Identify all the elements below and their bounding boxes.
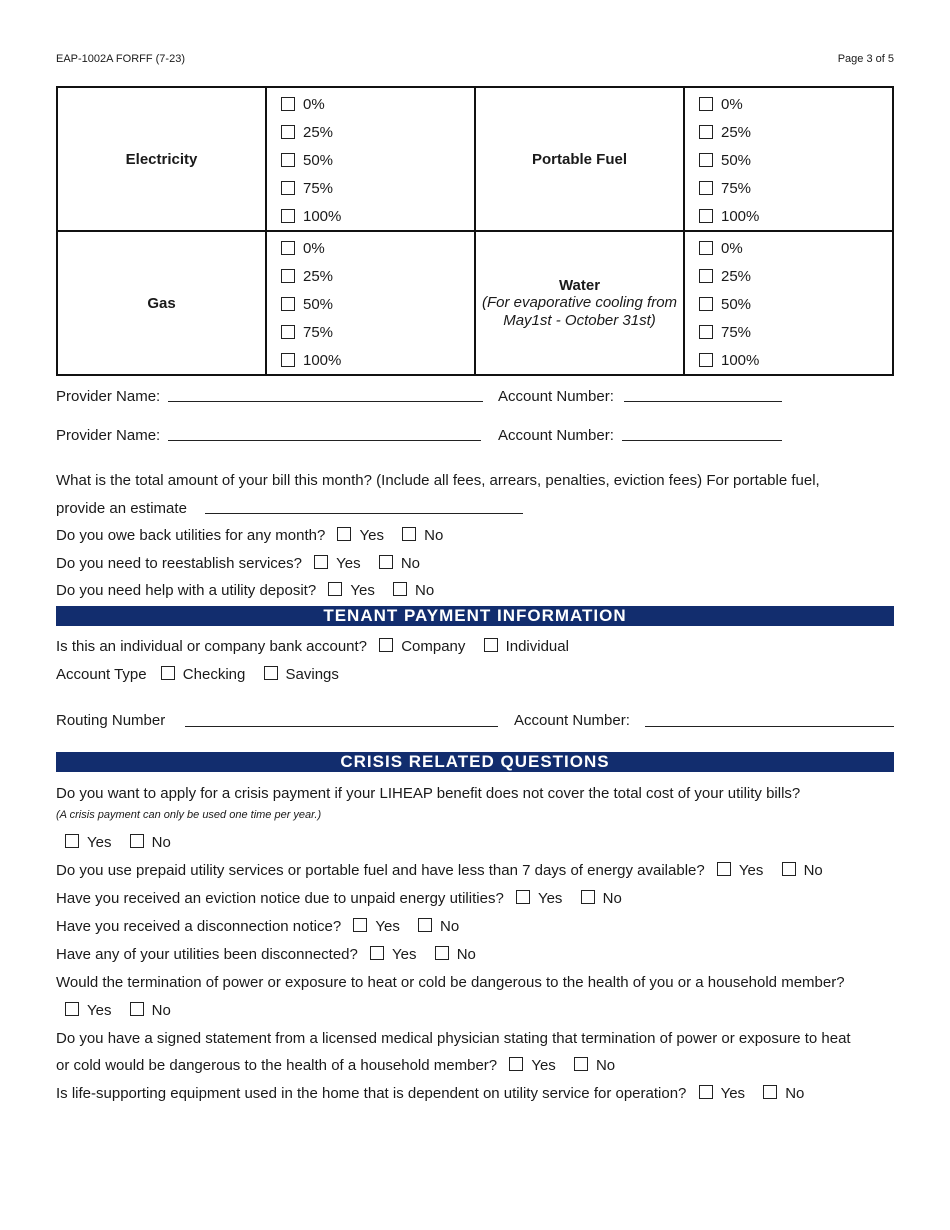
routing-number-field[interactable] (185, 726, 498, 727)
yes-label: Yes (359, 527, 384, 544)
company-label: Company (401, 638, 466, 655)
gas-25-checkbox[interactable] (281, 269, 295, 283)
provider-name-label-1: Provider Name: (56, 388, 161, 405)
option-label: 75% (303, 179, 334, 197)
account-number-label-1: Account Number: (498, 388, 614, 405)
crisis-q8 (56, 1085, 804, 1102)
fuel-0-checkbox[interactable] (699, 97, 713, 111)
reestablish-yes-checkbox[interactable] (314, 555, 328, 569)
no-label: No (602, 890, 622, 907)
yes-label: Yes (350, 582, 375, 599)
crisis-q3-yes-checkbox[interactable] (516, 890, 530, 904)
crisis-q4 (56, 918, 459, 935)
option-label: 50% (721, 151, 752, 169)
electricity-0-checkbox[interactable] (281, 97, 295, 111)
water-label: Water (558, 276, 601, 294)
account-number-field-1[interactable] (624, 401, 782, 402)
crisis-q3-text: Have you received an eviction notice due to unpaid energy utilities? (56, 890, 504, 907)
owe-back-no-checkbox[interactable] (402, 527, 416, 541)
portable-fuel-label: Portable Fuel (475, 87, 684, 231)
option-label: 50% (303, 295, 334, 313)
crisis-q4-yes-checkbox[interactable] (353, 918, 367, 932)
bank-account-question (56, 638, 569, 655)
individual-label: Individual (505, 638, 569, 655)
fuel-75-checkbox[interactable] (699, 181, 713, 195)
crisis-q4-text: Have you received a disconnection notice? (56, 918, 342, 935)
electricity-50-checkbox[interactable] (281, 153, 295, 167)
electricity-options (266, 87, 475, 231)
no-label: No (803, 862, 823, 879)
crisis-q7-line2: or cold would be dangerous to the health of a household member? (56, 1057, 498, 1074)
water-50-checkbox[interactable] (699, 297, 713, 311)
crisis-q4-no-checkbox[interactable] (418, 918, 432, 932)
water-0-checkbox[interactable] (699, 241, 713, 255)
option-label: 0% (303, 239, 325, 257)
no-label: No (400, 555, 420, 572)
checking-checkbox[interactable] (161, 666, 175, 680)
owe-back-text: Do you owe back utilities for any month? (56, 527, 326, 544)
electricity-75-checkbox[interactable] (281, 181, 295, 195)
crisis-q7-line1: Do you have a signed statement from a licensed medical physician stating that termination of power or exposure to heat (56, 1030, 851, 1047)
electricity-25-checkbox[interactable] (281, 125, 295, 139)
bank-account-number-label: Account Number: (514, 712, 630, 729)
bill-question-line2: provide an estimate (56, 500, 187, 517)
deposit-no-checkbox[interactable] (393, 582, 407, 596)
option-label: 25% (721, 267, 752, 285)
yes-label: Yes (336, 555, 361, 572)
crisis-q2-text: Do you use prepaid utility services or portable fuel and have less than 7 days of energy available? (56, 862, 705, 879)
crisis-q8-text: Is life-supporting equipment used in the home that is dependent on utility service for operation? (56, 1085, 687, 1102)
crisis-q5 (56, 946, 476, 963)
crisis-q3 (56, 890, 622, 907)
savings-label: Savings (285, 666, 339, 683)
bill-amount-field[interactable] (205, 513, 523, 514)
crisis-q5-yes-checkbox[interactable] (370, 946, 384, 960)
crisis-q8-no-checkbox[interactable] (763, 1085, 777, 1099)
option-label: 100% (721, 351, 760, 369)
water-note: (For evaporative cooling from May1st - October 31st) (481, 293, 678, 329)
crisis-q7-no-checkbox[interactable] (574, 1057, 588, 1071)
gas-options (266, 231, 475, 375)
savings-checkbox[interactable] (264, 666, 278, 680)
account-type-label: Account Type (56, 666, 147, 683)
electricity-100-checkbox[interactable] (281, 209, 295, 223)
crisis-banner: CRISIS RELATED QUESTIONS (56, 752, 894, 772)
crisis-q6-no-checkbox[interactable] (130, 1002, 144, 1016)
portable-fuel-options (684, 87, 893, 231)
provider-name-label-2: Provider Name: (56, 427, 161, 444)
fuel-25-checkbox[interactable] (699, 125, 713, 139)
no-label: No (151, 1002, 171, 1019)
checking-label: Checking (182, 666, 246, 683)
yes-label: Yes (87, 1002, 112, 1019)
form-id: EAP-1002A FORFF (7-23) (56, 53, 185, 65)
yes-label: Yes (738, 862, 764, 879)
water-25-checkbox[interactable] (699, 269, 713, 283)
reestablish-text: Do you need to reestablish services? (56, 555, 302, 572)
no-label: No (785, 1085, 805, 1102)
option-label: 25% (303, 123, 334, 141)
bank-account-text: Is this an individual or company bank account? (56, 638, 368, 655)
owe-back-yes-checkbox[interactable] (337, 527, 351, 541)
crisis-q1: Do you want to apply for a crisis payment if your LIHEAP benefit does not cover the total cost of your utility bills? (56, 785, 801, 802)
option-label: 25% (303, 267, 334, 285)
no-label: No (424, 527, 444, 544)
gas-75-checkbox[interactable] (281, 325, 295, 339)
crisis-q5-no-checkbox[interactable] (435, 946, 449, 960)
gas-0-checkbox[interactable] (281, 241, 295, 255)
option-label: 0% (303, 95, 325, 113)
page-number: Page 3 of 5 (837, 53, 894, 65)
option-label: 50% (303, 151, 334, 169)
utility-percentage-table (56, 86, 894, 376)
tenant-payment-banner: TENANT PAYMENT INFORMATION (56, 606, 894, 626)
crisis-q6: Would the termination of power or exposure to heat or cold be dangerous to the health of you or a household member? (56, 974, 845, 991)
yes-label: Yes (375, 918, 400, 935)
water-100-checkbox[interactable] (699, 353, 713, 367)
deposit-question (56, 582, 434, 599)
no-label: No (151, 834, 171, 851)
option-label: 75% (303, 323, 334, 341)
bill-question-line1: What is the total amount of your bill this month? (Include all fees, arrears, penalties, eviction fees) For portable fuel, (56, 472, 820, 489)
option-label: 100% (303, 351, 342, 369)
yes-label: Yes (537, 890, 563, 907)
deposit-yes-checkbox[interactable] (328, 582, 342, 596)
no-label: No (415, 582, 435, 599)
account-type-row (56, 666, 339, 683)
individual-checkbox[interactable] (484, 638, 498, 652)
reestablish-question (56, 555, 420, 572)
crisis-q1-yes-checkbox[interactable] (65, 834, 79, 848)
no-label: No (440, 918, 460, 935)
crisis-q2-no-checkbox[interactable] (782, 862, 796, 876)
provider-name-field-2[interactable] (168, 440, 481, 441)
option-label: 25% (721, 123, 752, 141)
gas-label: Gas (57, 231, 266, 375)
option-label: 0% (721, 239, 743, 257)
yes-label: Yes (392, 946, 417, 963)
routing-number-label: Routing Number (56, 712, 166, 729)
crisis-q1-no-checkbox[interactable] (130, 834, 144, 848)
bank-account-number-field[interactable] (645, 726, 894, 727)
water-75-checkbox[interactable] (699, 325, 713, 339)
no-label: No (595, 1057, 616, 1074)
fuel-100-checkbox[interactable] (699, 209, 713, 223)
crisis-q2 (56, 862, 823, 879)
water-cell (475, 231, 684, 375)
yes-label: Yes (531, 1057, 556, 1074)
crisis-q2-yes-checkbox[interactable] (717, 862, 731, 876)
yes-label: Yes (720, 1085, 746, 1102)
option-label: 75% (721, 323, 752, 341)
option-label: 50% (721, 295, 752, 313)
water-options (684, 231, 893, 375)
crisis-q7-yes-checkbox[interactable] (509, 1057, 523, 1071)
deposit-text: Do you need help with a utility deposit? (56, 582, 317, 599)
option-label: 100% (721, 207, 760, 225)
company-checkbox[interactable] (379, 638, 393, 652)
crisis-q8-yes-checkbox[interactable] (699, 1085, 713, 1099)
crisis-q1-note: (A crisis payment can only be used one time per year.) (56, 809, 322, 821)
account-number-field-2[interactable] (622, 440, 782, 441)
fuel-50-checkbox[interactable] (699, 153, 713, 167)
account-number-label-2: Account Number: (498, 427, 614, 444)
crisis-q7 (56, 1057, 615, 1074)
crisis-q6-yes-checkbox[interactable] (65, 1002, 79, 1016)
owe-back-question (56, 527, 443, 544)
no-label: No (456, 946, 476, 963)
crisis-q1-answers (65, 834, 171, 851)
gas-50-checkbox[interactable] (281, 297, 295, 311)
option-label: 75% (721, 179, 752, 197)
electricity-label: Electricity (57, 87, 266, 231)
provider-name-field-1[interactable] (168, 401, 483, 402)
reestablish-no-checkbox[interactable] (379, 555, 393, 569)
yes-label: Yes (87, 834, 112, 851)
crisis-q5-text: Have any of your utilities been disconnected? (56, 946, 358, 963)
crisis-q6-answers (65, 1002, 171, 1019)
option-label: 100% (303, 207, 342, 225)
option-label: 0% (721, 95, 743, 113)
gas-100-checkbox[interactable] (281, 353, 295, 367)
crisis-q3-no-checkbox[interactable] (581, 890, 595, 904)
